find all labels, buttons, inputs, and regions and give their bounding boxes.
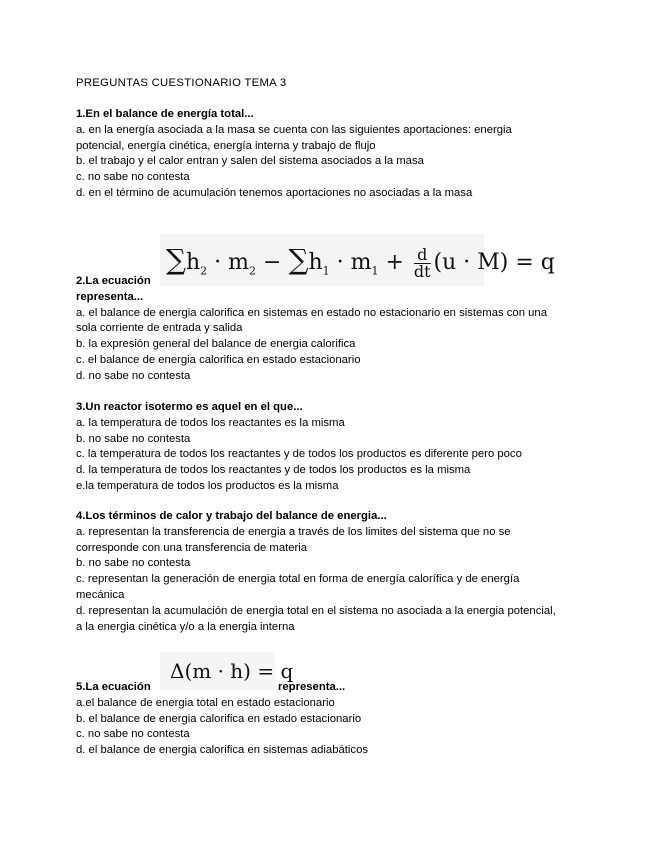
q2-option-a-l2: sola corriente de entrada y salida xyxy=(76,322,243,335)
question-5-text-post: representa... xyxy=(278,681,346,693)
q3-option-a: a. la temperatura de todos los reactantes es la misma xyxy=(76,416,345,429)
q4-option-c-l2: mecánica xyxy=(76,588,125,601)
q3-option-d: d. la temperatura de todos los reactantes y de todos los productos es la misma xyxy=(76,464,471,477)
question-3 xyxy=(76,400,596,495)
q2-option-d: d. no sabe no contesta xyxy=(76,369,191,382)
q4-option-a-l1: a. representan la transferencia de energia a través de los limites del sistema que no se xyxy=(76,525,511,538)
q2-option-a-l1: a. el balance de energia calorifica en sistemas en estado no estacionario en sistemas con una xyxy=(76,306,547,319)
question-1 xyxy=(76,107,596,202)
q4-option-b: b. no sabe no contesta xyxy=(76,557,191,570)
q2-option-c: c. el balance de energia calorifica en estado estacionario xyxy=(76,353,361,366)
q5-option-a: a.el balance de energia total en estado estacionario xyxy=(76,696,335,709)
q1-option-d: d. en el término de acumulación tenemos aportaciones no asociadas a la masa xyxy=(76,186,473,199)
question-4-text: 4.Los términos de calor y trabajo del balance de energia... xyxy=(76,510,387,522)
question-5-text-pre: 5.La ecuación xyxy=(76,681,151,693)
q3-option-e: e.la temperatura de todos los productos es la misma xyxy=(76,479,339,492)
q3-option-b: b. no sabe no contesta xyxy=(76,432,191,445)
q1-option-a-l2: potencial, energía cinética, energía interna y trabajo de flujo xyxy=(76,139,376,152)
formula-energy-balance-image: $\sum h_2 \cdot m_2 - \sum h_1 \cdot m_1$ + $\frac{d}{dt}$ (u · M) = q xyxy=(160,234,484,286)
question-2 xyxy=(76,274,596,385)
q5-option-d: d. el balance de energia calorifica en sistemas adiabáticos xyxy=(76,744,369,757)
q1-option-a-l1: a. en la energía asociada a la masa se cuenta con las siguientes aportaciones: energia xyxy=(76,123,512,136)
q2-option-b: b. la expresión general del balance de energia calorifica xyxy=(76,338,356,351)
question-2-text-line1: 2.La ecuación xyxy=(76,275,151,287)
question-3-text: 3.Un reactor isotermo es aquel en el que... xyxy=(76,401,303,413)
document-title: PREGUNTAS CUESTIONARIO TEMA 3 xyxy=(76,77,287,89)
question-2-text-line2: representa... xyxy=(76,290,144,303)
q4-option-c-l1: c. representan la generación de energia total en forma de energía calorífica y de energía xyxy=(76,573,520,586)
q5-option-c: c. no sabe no contesta xyxy=(76,728,190,741)
question-1-text: 1.En el balance de energía total... xyxy=(76,108,254,120)
q1-option-c: c. no sabe no contesta xyxy=(76,171,190,184)
q4-option-d-l1: d. representan la acumulación de energia total en el sistema no asociada a la energia potencial, xyxy=(76,604,556,617)
q5-option-b: b. el balance de energia calorifica en estado estacionario xyxy=(76,712,362,725)
q3-option-c: c. la temperatura de todos los reactantes y de todos los productos es diferente pero poco xyxy=(76,448,522,461)
q4-option-d-l2: a la energia cinética y/o a la energia interna xyxy=(76,620,295,633)
formula-delta-mh-image: Δ(m · h) = q xyxy=(160,652,275,690)
question-4 xyxy=(76,509,596,635)
q4-option-a-l2: corresponde con una transferencia de materia xyxy=(76,541,308,554)
q1-option-b: b. el trabajo y el calor entran y salen del sistema asociados a la masa xyxy=(76,155,424,168)
